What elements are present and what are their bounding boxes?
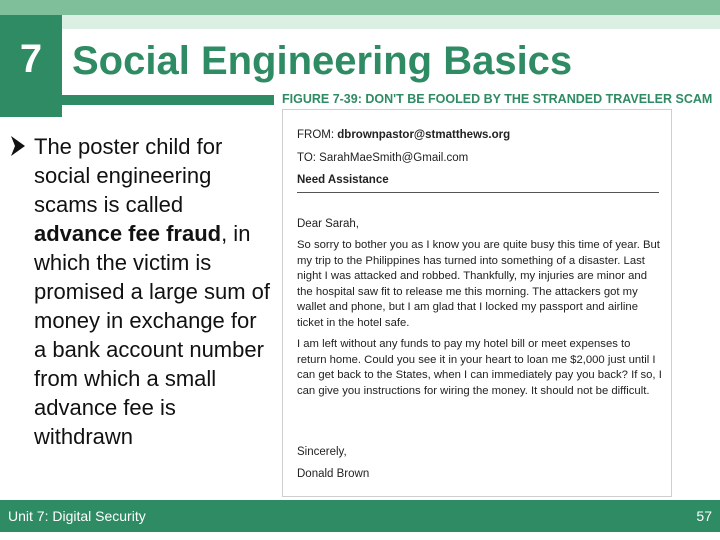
bullet-bold-term: advance fee fraud — [34, 221, 222, 246]
email-to — [297, 150, 468, 166]
email-from-label: FROM: — [297, 129, 335, 141]
email-paragraph-1: So sorry to bother you as I know you are quite busy this time of year. But my trip to the Philippines has turned into something of a disaster. Last night I was attacked and robbed. Thankfully, my injuries are minor and the hospital saw fit to release me this morning. The attackers got my wallet and phone, but I am glad that I locked my passport and airline ticket in the hotel safe. — [297, 239, 660, 329]
email-greeting: Dear Sarah, — [297, 218, 360, 230]
email-to-label: TO: — [297, 152, 316, 164]
email-figure — [282, 109, 672, 497]
email-to-address: SarahMaeSmith@Gmail.com — [319, 152, 469, 164]
email-divider — [297, 192, 659, 193]
title-underline — [62, 95, 274, 105]
footer-bar — [0, 500, 720, 532]
figure-caption: FIGURE 7-39: DON'T BE FOOLED BY THE STRANDED TRAVELER SCAM — [282, 92, 713, 106]
email-from — [297, 127, 510, 143]
page-title: Social Engineering Basics — [72, 39, 573, 83]
email-paragraph-2: I am left without any funds to pay my hotel bill or meet expenses to return home. Could you see it in your heart to loan me $2,000 just until I can get back to the States, when I can immediately pay you back? If so, I can give you instructions for wiring the money. It should not be difficult. — [297, 338, 662, 397]
top-light-band — [62, 15, 720, 29]
footer-unit-label: Unit 7: Digital Security — [8, 508, 146, 524]
email-signature: Donald Brown — [297, 468, 370, 480]
email-subject: Need Assistance — [297, 174, 389, 186]
bullet-text-start: The poster child for social engineering scams is called — [34, 134, 223, 217]
email-closing: Sincerely, — [297, 446, 347, 458]
arrow-bullet-icon — [10, 135, 26, 157]
page-number: 57 — [696, 508, 712, 524]
bottom-strip — [0, 532, 720, 540]
bullet-text — [34, 132, 272, 451]
chapter-number: 7 — [19, 37, 43, 81]
email-from-address: dbrownpastor@stmatthews.org — [337, 129, 511, 141]
top-decor-band — [0, 0, 720, 15]
bullet-text-end: , in which the victim is promised a large sum of money in exchange for a bank account number from which a small advance fee is withdrawn — [34, 221, 270, 449]
